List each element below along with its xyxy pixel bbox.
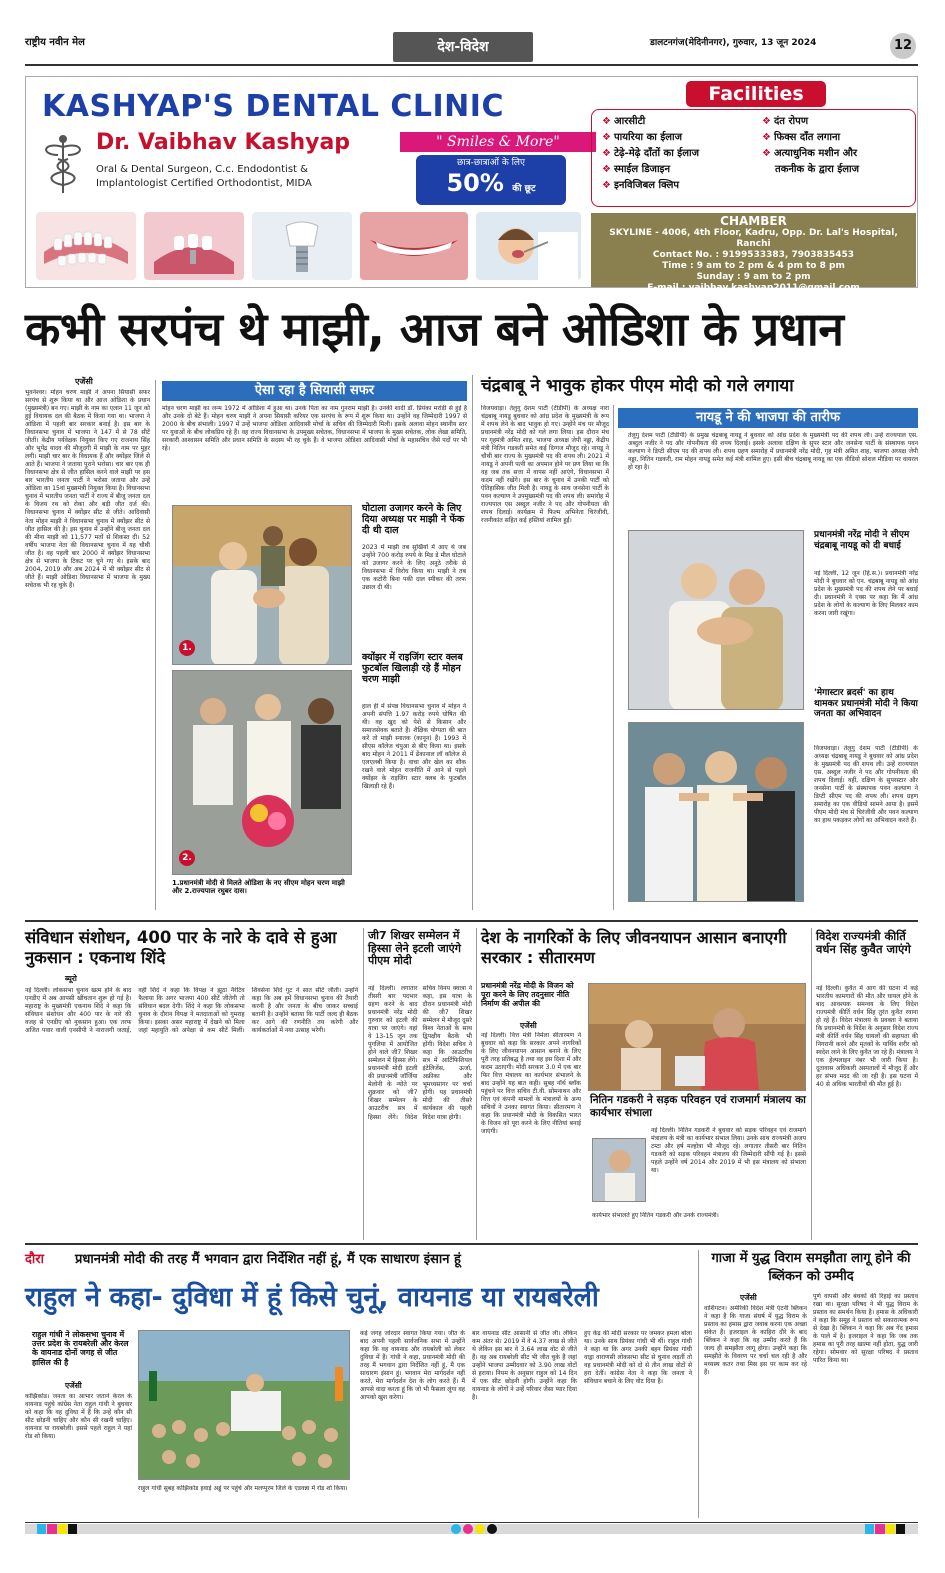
photo-caption: राहुल गांधी सुबह कोझिकोड हवाई अड्डे पर पहुंचे और मलप्पुरम जिले के एडवन्ना में रोड शो किया।: [138, 1485, 348, 1492]
footer-bar: [25, 1524, 918, 1534]
byline: एजेंसी: [65, 1381, 82, 1390]
facility-item: ❖ इनविजिबल क्लिप: [602, 180, 680, 191]
article-body: पूर्ण वापसी और बंधकों की रिहाई का प्रस्ताव रखा था। सुरक्षा परिषद ने भी युद्ध विराम के प्रस्ताव का समर्थन किया है। हमास के अधिकारी ने कहा कि समूह ने प्रस्ताव को सकारात्मक रूप से देखा है। ब्लिंकन ने कहा कि अब गेंद हमास के पाले में है। इजराइल ने कहा कि जब तक हमास का पूरी तरह खात्मा नहीं होता, युद्ध जारी रहेगा। सोमवार को सुरक्षा परिषद ने प्रस्ताव पारित किया था।: [813, 1293, 918, 1365]
article-banner: ऐसा रहा है सियासी सफर: [162, 381, 467, 401]
facility-item: ❖ स्माईल डिजाइन: [602, 164, 671, 175]
implant-image: [144, 212, 244, 280]
dateline: डालटनगंज(मेदिनीनगर), गुरुवार, 13 जून 2024: [650, 38, 817, 48]
subheading: घोटाला उजागर करने के लिए दिया अध्यक्ष पर माझी ने फेंक दी थी दाल: [362, 503, 465, 537]
article-body: नई दिल्ली, 12 जून (हि.स.)। प्रधानमंत्री नरेंद्र मोदी ने बुधवार को एन. चंद्रबाबू नायडू को आंध्र प्रदेश के मुख्यमंत्री पद की शपथ लेने पर बधाई दी। प्रधानमंत्री ने एक्स पर कहा कि मैं आंध्र प्रदेश के लोगों के कल्याण के लिए मिलकर काम करना जारी रखूंगा।: [814, 570, 918, 618]
ad-desc-line: Implantologist Certified Orthodontist, MIDA: [96, 178, 312, 189]
article-headline: संविधान संशोधन, 400 पार के नारे के दावे से हुआ नुकसान : एकनाथ शिंदे: [25, 928, 337, 967]
photo-number-badge: 2.: [179, 850, 195, 866]
article-body: नई दिल्ली। कुवैत में आग की घटना में कई भारतीय कामगारों की मौत और घायल होने के बाद आवश्यक समन्वय के लिए विदेश राज्यमंत्री कीर्ति वर्धन सिंह तुरंत कुवैत रवाना हो रहे हैं। विदेश मंत्रालय के प्रवक्ता ने बताया कि प्रधानमंत्री के निर्देश के अनुसार विदेश राज्य मंत्री कीर्ति वर्धन सिंह घायलों की सहायता की निगरानी करने और मृतकों के पार्थिव शरीर को स्वदेश लाने के लिए कुवैत जा रहे हैं। मंत्रालय ने एक हेल्पलाइन नंबर भी जारी किया है। दूतावास अधिकारी अस्पतालों में मौजूद हैं और हर संभव मदद की जा रही है। इस घटना में 40 से अधिक भारतीयों की मौत हुई है।: [816, 985, 918, 1089]
photo-caption: कार्यभार संभालते हुए नितिन गडकरी और उनके राज्यमंत्री।: [592, 1212, 719, 1219]
facility-item: ❖ दंत रोपण: [762, 116, 809, 127]
smile-image: [360, 212, 468, 280]
ad-facilities-left: [602, 114, 699, 194]
color-registration-strip: [37, 1524, 77, 1534]
byline: एजेंसी: [740, 1293, 757, 1302]
ad-offer-line: छात्र-छात्राओं के लिए: [456, 158, 526, 168]
facility-item: ❖ पायरिया का ईलाज: [602, 132, 683, 143]
byline: ब्यूरो: [65, 974, 77, 983]
facility-item: ❖ अत्याधुनिक मशीन और: [762, 148, 858, 159]
section-tag: दौरा: [25, 1252, 44, 1267]
article-banner: नायडू ने की भाजपा की तारीफ: [618, 408, 918, 428]
article-body: विजयवाड़ा। तेलुगु देशम पार्टी (टीडीपी) के अध्यक्ष नारा चंद्रबाबू नायडू बुधवार को आंध्र प्रदेश के मुख्यमंत्री के रूप में शपथ लेने के बाद भावुक हो गए। उन्होंने मंच पर मौजूद प्रधानमंत्री नरेंद्र मोदी को गले लगा लिया। इस दौरान मंच पर गृहमंत्री अमित शाह, भाजपा अध्यक्ष जेपी नड्डा, केंद्रीय मंत्री नितिन गडकरी समेत कई दिग्गज मौजूद रहे। नायडू ने चौथी बार राज्य के मुख्यमंत्री पद की शपथ ली। 2021 में नायडू ने अपनी पत्नी का अपमान होने पर प्रण लिया था कि वह जब तक सत्ता में वापस नहीं आएंगे, विधानसभा में कदम नहीं रखेंगे। इस बार के चुनाव में उनकी पार्टी को ऐतिहासिक जीत मिली है। नायडू के साथ जनसेना पार्टी के पवन कल्याण ने उपमुख्यमंत्री पद की शपथ ली। समारोह में राज्यपाल एस अब्दुल नजीर ने पद और गोपनीयता की शपथ दिलाई। कार्यक्रम में फिल्म अभिनेता चिरंजीवी, रजनीकांत सहित कई हस्तियां शामिल हुईं।: [481, 405, 609, 525]
ad-chamber-line: E-mail : vaibhav.kashyap2011@gmail.com: [647, 283, 860, 293]
ad-offer-percent: 50%: [446, 168, 504, 197]
article-body: हुए केंद्र की मोदी सरकार पर जमकर हमला बोला था। उनके साथ प्रियंका गांधी भी थीं। राहुल गांधी ने कहा था कि अगर उनकी बहन प्रियंका गांधी वाड्रा वाराणसी लोकसभा सीट से चुनाव लड़तीं तो वह प्रधानमंत्री मोदी को दो से तीन लाख वोटों से हरा देतीं। कांग्रेस नेता ने कहा कि जनता ने संविधान बचाने के लिए वोट दिया है।: [584, 1330, 692, 1386]
article-body: विजयवाड़ा। तेलुगु देशम पार्टी (टीडीपी) के अध्यक्ष चंद्रबाबू नायडू ने बुधवार को आंध्र प्रदेश के मुख्यमंत्री पद की शपथ ली। उन्हें राज्यपाल एस. अब्दुल नजीर ने पद और गोपनीयता की शपथ दिलाई। वहीं, दक्षिण के सुपरस्टार और जनसेना पार्टी के संस्थापक पवन कल्याण ने डिप्टी सीएम पद की शपथ ली। शपथ ग्रहण समारोह का एक वीडियो सामने आया है। इसमें पीएम मोदी मंच से चिरंजीवी और पवन कल्याण का हाथ पकड़कर लोगों का अभिवादन करते हैं।: [814, 745, 918, 825]
ad-desc-line: Oral & Dental Surgeon, C.c. Endodontist &: [96, 164, 308, 175]
ad-facilities-title: Facilities: [686, 81, 826, 107]
kicker-headline: प्रधानमंत्री मोदी की तरह मैं भगवान द्वारा निर्देशित नहीं हूं, मैं एक साधारण इंसान हूं: [75, 1252, 461, 1267]
ad-chamber-line: SKYLINE - 4006, 4th Floor, Kadru, Opp. Dr. Lal's Hospital, Ranchi: [609, 228, 898, 249]
main-headline: कभी सरपंच थे माझी, आज बने ओडिशा के प्रधान: [25, 302, 844, 356]
photo-sitharaman: [588, 983, 806, 1091]
denture-image: [36, 212, 136, 280]
article-body: नई दिल्ली। लगातार तीसरी बार पदभार ग्रहण करने के बाद प्रधानमंत्री नरेंद्र मोदी गुरुवार को इटली की यात्रा पर जाएंगे। वहां वे 13-15 जून तक पुगलिया में आयोजित होने वाले जी7 शिखर सम्मेलन में हिस्सा लेंगे। प्रधानमंत्री मोदी इटली की प्रधानमंत्री जॉर्जिया मेलोनी के न्योते पर शुक्रवार को जी7 शिखर सम्मेलन के आउटरीच सत्र में हिस्सा लेंगे। विदेश सचिव विनय क्वात्रा ने कहा, इस यात्रा के दौरान प्रधानमंत्री मोदी की जी7 शिखर सम्मेलन में मौजूद दूसरे विश्व नेताओं के साथ द्विपक्षीय बैठकें भी होंगी। विदेश सचिव ने कहा कि आउटरीच सत्र में आर्टिफिशियल इंटेलिजेंस, ऊर्जा, अफ्रीका और भूमध्यसागर पर चर्चा होगी। यह प्रधानमंत्री मोदी की तीसरे कार्यकाल की पहली विदेश यात्रा होगी।: [368, 985, 472, 1121]
ad-facilities-box: [591, 109, 916, 207]
facility-item: ❖ फिक्स दाँत लगाना: [762, 132, 841, 143]
photo-modi-megastar-brothers: [628, 722, 804, 902]
photo-gadkari: [592, 1138, 646, 1202]
article-body: तेलुगु देशम पार्टी (टीडीपी) के प्रमुख चंद्रबाबू नायडू ने बुधवार को आंध्र प्रदेश के मुख्यमंत्री पद की शपथ ली। उन्हें राज्यपाल एस. अब्दुल नजीर ने पद और गोपनीयता की शपथ दिलाई। इसके अलावा दक्षिण के सुपर स्टार और जनसेना पार्टी के संस्थापक पवन कल्याण ने डिप्टी सीएम पद की शपथ ली। शपथ ग्रहण समारोह में प्रधानमंत्री नरेंद्र मोदी, गृह मंत्री अमित शाह, भाजपा अध्यक्ष जेपी नड्डा, नितिन गडकरी, राम मोहन नायडू समेत कई मंत्री शामिल हुए। इसी बीच चंद्रबाबू नायडू का एक वीडियो सोशल मीडिया पर वायरल हो रहा है।: [628, 432, 918, 472]
photo-governor-majhi: [172, 670, 352, 875]
column-rule: [363, 928, 364, 1240]
photo-naidu-modi-hug-image: [629, 531, 804, 710]
facility-item: ❖ टेढ़े-मेढ़े दाँतों का ईलाज: [602, 148, 700, 159]
article-body: बार वायनाड सीट आसानी से जीत ली। लेकिन कम अंतर से। 2019 में वे 4.37 लाख से जीते थे लेकिन इस बार वे 3.64 लाख वोट से जीते हैं। वह अब रायबरेली सीट भी जीत चुके हैं जहां उन्होंने भाजपा उम्मीदवार को 3.90 लाख वोटों से हराया। नियम के अनुसार राहुल को 14 दिन में एक सीट छोड़नी होगी। उन्होंने कहा कि वायनाड के लोगों ने उन्हें परिवार जैसा प्यार दिया है।: [472, 1330, 577, 1402]
photo-pm-modi-majhi-image: [173, 506, 352, 665]
ad-teeth-images: [36, 212, 581, 280]
ad-tagline: " Smiles & More": [400, 132, 596, 152]
article-body: नई दिल्ली। वित्त मंत्री निर्मला सीतारमण ने बुधवार को कहा कि सरकार अपने नागरिकों के लिए जीवनयापन आसान बनाने के लिए पूरी तरह प्रतिबद्ध है तथा वह इस दिशा में और कदम उठाएगी। मोदी सरकार 3.0 में एक बार फिर वित्त मंत्रालय का कार्यभार संभालने के बाद उन्होंने यह बात कही। सुबह नॉर्थ ब्लॉक पहुंचने पर वित्त सचिव टी.वी. सोमनाथन और वित्त एवं कंपनी मामलों के मंत्रालयों के अन्य सचिवों ने उनका स्वागत किया। सीतारमण ने कहा कि प्रधानमंत्री मोदी के विकसित भारत के विजन को पूरा करने के लिए नीतियां बनाई जाएंगी।: [481, 1032, 581, 1136]
article-body: नई दिल्ली। लोकसभा चुनाव खत्म होने के बाद एनडीए में अब आपसी खींचतान शुरू हो गई है। महाराष्ट्र के मुख्यमंत्री एकनाथ शिंदे ने कहा कि संविधान संशोधन और 400 पार के नारे की वजह से एनडीए को नुकसान हुआ। एक तरफ अजित पवार वाली एनसीपी ने नाराजगी जताई, वहीं शिंदे ने कहा कि विपक्ष ने झूठा नैरेटिव फैलाया कि अगर भाजपा 400 सीटें जीतेगी तो संविधान बदल देगी। शिंदे ने कहा कि लोकसभा चुनाव के दौरान विपक्ष ने मतदाताओं को गुमराह किया। इसका असर महाराष्ट्र में देखने को मिला जहां महायुति को अपेक्षा से कम सीटें मिलीं। शिवसेना शिंदे गुट ने सात सीटें जीतीं। उन्होंने कहा कि अब हमें विधानसभा चुनाव की तैयारी करनी है और जनता के बीच जाकर सच्चाई बतानी है। उन्होंने बताया कि पार्टी जल्द ही बैठक कर आगे की रणनीति तय करेगी और कार्यकर्ताओं में नया उत्साह भरेगी।: [25, 987, 358, 1035]
subheading: प्रधानमंत्री नरेंद्र मोदी ने सीएम चंद्रबाबू नायडू को दी बधाई: [814, 530, 910, 551]
column-rule: [476, 928, 477, 1240]
photo-sitharaman-image: [589, 984, 806, 1091]
ad-clinic-name: KASHYAP'S DENTAL CLINIC: [42, 89, 504, 124]
ad-chamber-line: Sunday : 9 am to 2 pm: [696, 272, 811, 282]
ad-description: [96, 163, 396, 191]
header-rule: [25, 64, 918, 66]
article-body: हाल ही में संपन्न विधानसभा चुनाव में मोहन ने अपनी संपत्ति 1.97 करोड़ रुपये घोषित की थी। वह खुद को पेशे से किसान और समाजसेवक बताते हैं। शैक्षिक योग्यता की बात करें तो माझी स्नातक (कानून) हैं। 1993 में सीएस कॉलेज चंपुआ से बीए किया था। इसके बाद मोहन ने 2011 में ढेंकानाल लॉ कॉलेज से एलएलबी किया है। वाचा और खेल का शौक रखने वाले मोहन राजनीति में आने से पहले क्योंझर के राइजिंग स्टार क्लब के फुटबॉल खिलाड़ी रहे हैं।: [362, 703, 466, 791]
photo-rahul-roadshow: [138, 1330, 350, 1480]
article-body: नई दिल्ली। नितिन गडकरी ने बुधवार को सड़क परिवहन एवं राजमार्ग मंत्रालय के मंत्री का कार्यभार संभाल लिया। उनके साथ राज्यमंत्री अजय टम्टा और हर्ष मल्होत्रा भी मौजूद रहे। लगातार तीसरी बार नितिन गडकरी को सड़क परिवहन मंत्रालय की जिम्मेदारी सौंपी गई है। इससे पहले उन्होंने वर्ष 2014 और 2019 में भी इस मंत्रालय को संभाला था।: [651, 1127, 806, 1175]
ad-chamber-line: Time : 9 am to 2 pm & 4 pm to 8 pm: [662, 261, 845, 271]
ad-chamber-title: CHAMBER: [720, 214, 787, 228]
ad-offer-badge: [416, 155, 566, 205]
ad-chamber-box: [591, 213, 916, 293]
dental-clinic-ad: [25, 76, 918, 293]
photo-modi-megastar-brothers-image: [629, 723, 804, 902]
article-headline: नितिन गडकरी ने सड़क परिवहन एवं राजमार्ग मंत्रालय का कार्यभार संभाला: [590, 1094, 806, 1120]
article-body: कोझिकोड। जनता का आभार जताने केरल के वायनाड पहुंचे कांग्रेस नेता राहुल गांधी ने बुधवार को कहा कि वह दुविधा में हैं कि उन्हें कौन सी सीट छोड़नी चाहिए और कौन सी रखनी चाहिए। वायनाड या रायबरेली। इससे पहले राहुल ने यहां रोड शो किया।: [25, 1393, 132, 1441]
ad-chamber-line: Contact No. : 9199533383, 7903835453: [652, 250, 855, 260]
article-body: 2023 में माझी तब सुर्खियों में आए थे जब उन्होंने 700 करोड़ रुपये के मिड डे मील घोटाले को उजागर करने के लिए अनूठे तरीके से विधानसभा में विरोध किया था। माझी ने तब एक कटोरी बिना पकी दाल स्पीकर की तरफ उछाल दी थी।: [362, 544, 466, 592]
subheading: क्योंझर में राइजिंग स्टार क्लब फुटबॉल खिलाड़ी रहे हैं मोहन चरण माझी: [362, 652, 463, 686]
ad-offer-tail: की छूट: [512, 183, 536, 194]
ad-doctor-name: Dr. Vaibhav Kashyap: [96, 130, 351, 155]
column-rule: [472, 375, 473, 910]
column-rule: [698, 1250, 699, 1518]
article-headline: जी7 शिखर सम्मेलन में हिस्सा लेने इटली जाएंगे पीएम मोदी: [368, 929, 461, 968]
article-body: मोहन चरण माझी का जन्म 1972 में ओडिशा में हुआ था। उनके पिता का नाम गुनराम माझी है। उनकी शादी डॉ. प्रियंका मरांडी से हुई है और उनके दो बेटे हैं। मोहन चरण माझी ने अपना सियासी करियर एक सरपंच के रूप में शुरू किया था। उन्होंने वह जिम्मेदारी 1997 से 2000 के बीच संभाली। 1997 में उन्हें भाजपा ओडिशा आदिवासी मोर्चा के सचिव की जिम्मेदारी मिली। इसके अलावा मोहन स्थानीय स्तर पर युवाओं के बीच लोकप्रिय रहे हैं। वह राज्य विधानसभा के उपमुख्य सचेतक, विधानसभा में भाजपा के मुख्य सचेतक, लोक लेखा समिति, सरकारी आश्वासन समिति और प्रधान समिति के सदस्य भी रह चुके हैं। वे भाजपा ओडिशा आदिवासी मोर्चा के महासचिव जैसे पदों पर भी रहे।: [162, 405, 467, 453]
subheading: प्रधानमंत्री नरेंद्र मोदी के विजन को पूरा करने के लिए तदनुसार नीति निर्माण की अपील की: [481, 981, 574, 1008]
article-headline: राहुल ने कहा- दुविधा में हूं किसे चुनूं, वायनाड या रायबरेली: [25, 1282, 599, 1313]
tooth-crown-image: [252, 212, 352, 280]
section-rule: [25, 1243, 918, 1245]
subheading: 'मेगास्टार ब्रदर्स' का हाथ थामकर प्रधानमंत्री मोदी ने किया जनता का अभिवादन: [814, 688, 918, 720]
article-headline: गाजा में युद्ध विराम समझौता लागू होने की ब्लिंकन को उम्मीद: [711, 1251, 911, 1284]
article-headline: विदेश राज्यमंत्री कीर्ति वर्धन सिंह कुवैत जाएंगे: [816, 929, 911, 957]
caduceus-icon: [38, 133, 88, 195]
column-rule: [811, 928, 812, 1240]
photo-governor-majhi-image: [173, 671, 352, 875]
article-body: भुवनेश्वर। मोहन चरण माझी ने अपना सियासी सफर सरपंच से शुरू किया था और आज ओडिशा के प्रधान (मुख्यमंत्री) बन गए। माझी के नाम का एलान 11 जून को हुई विधायक दल की बैठक में किया गया था। भाजपा ने ओडिशा में पहली बार सरकार बनाई है। इस बार के विधानसभा चुनाव में भाजपा ने 147 में से 78 सीटें जीतीं। केंद्रीय पर्यवेक्षक नियुक्त किए गए राजनाथ सिंह और भूपेंद्र यादव की मौजूदगी में माझी के नाम पर मुहर लगी। माझी चार बार के विधायक हैं और क्योंझर जिले से आते हैं। भाजपा ने जताया पुराने भरोसा। चार बार एक ही विधानसभा क्षेत्र से जीत हासिल करने वाले माझी पर इस बार भारतीय जनता पार्टी ने भरोसा जताया और उन्हें ओडिशा का 15वां मुख्यमंत्री नियुक्त किया है। विधानसभा चुनाव में भारतीय जनता पार्टी ने राज्य में बीजू जनता दल के विजय रथ को रोका और बड़ी जीत दर्ज की। विधानसभा चुनाव में क्योंझर सीट से जीते। आदिवासी नेता मोहन माझी ने विधानसभा चुनाव में क्योंझर सीट से जीत हासिल की है। इस चुनाव में उन्होंने बीजू जनता दल की मीना माझी को 11,577 मतों से शिकस्त दी। 52 वर्षीय भाजपा नेता की विधानसभा चुनाव में यह चौथी जीत है। वह पहली बार 2000 में क्योंझर विधानसभा क्षेत्र से भाजपा के टिकट पर चुने गए थे। इसके बाद 2004, 2019 और अब 2024 में भी क्योंझर सीट से जीते हैं। माझी ओडिशा विधानसभा में भाजपा के मुख्य सचेतक भी रह चुके हैं।: [25, 389, 150, 589]
column-rule: [155, 380, 156, 910]
photo-naidu-modi-hug: [628, 530, 804, 710]
child-dentist-image: [476, 212, 581, 280]
byline: एजेंसी: [75, 377, 93, 386]
photo-gadkari-image: [593, 1139, 646, 1202]
photo-caption: 1.प्रधानमंत्री मोदी से मिलते ओडिशा के नए सीएम मोहन चरण माझी और 2.राज्यपाल रघुबर दास।: [172, 879, 345, 896]
photo-rahul-roadshow-image: [139, 1331, 350, 1480]
article-headline: चंद्रबाबू ने भावुक होकर पीएम मोदी को गले लगाया: [481, 376, 794, 396]
facility-item: तकनीक के द्वारा ईलाज: [775, 164, 860, 175]
article-body: वाशिंगटन। अमेरिकी विदेश मंत्री एंटनी ब्लिंकन ने कहा है कि गाजा संघर्ष में युद्ध विराम के प्रस्ताव का हमास द्वारा जवाब करना एक अच्छा संकेत है। इजराइल के काहिरा दौरे के बाद ब्लिंकन ने कहा कि वह उम्मीद करते हैं कि जल्द ही समझौता लागू होगा। उन्होंने कहा कि समझौते के विवरण पर चर्चा चल रही है और मध्यस्थ कतर तथा मिस्र इस पर काम कर रहे हैं।: [704, 1305, 807, 1377]
photo-number-badge: 1.: [179, 640, 195, 656]
article-body: कई जगह जोरदार स्वागत किया गया। जीत के बाद अपनी पहली सार्वजनिक सभा में उन्होंने कहा कि वह वायनाड और रायबरेली को लेकर दुविधा में हैं। गांधी ने कहा, प्रधानमंत्री मोदी की तरह मैं भगवान द्वारा निर्देशित नहीं हूं, मैं एक साधारण इंसान हूं। भगवान मेरा मार्गदर्शन नहीं करते, मेरा मार्गदर्शन देश के लोग करते हैं। मैं आपसे वादा करता हूं कि जो भी फैसला लूंगा वह आपको खुश करेगा।: [360, 1330, 465, 1402]
column-rule: [613, 405, 614, 910]
ad-facilities-right: [762, 114, 859, 178]
color-registration-strip: [865, 1524, 905, 1534]
section-title: देश-विदेश: [393, 32, 533, 62]
photo-pm-modi-majhi: [172, 505, 352, 665]
footer-rule: [25, 1522, 918, 1523]
facility-item: ❖ आरसीटी: [602, 116, 646, 127]
page-number: 12: [890, 33, 916, 59]
article-headline: देश के नागरिकों के लिए जीवनयापन आसान बनाएगी सरकार : सीतारमण: [481, 928, 787, 967]
masthead-logo: राष्ट्रीय नवीन मेल: [25, 37, 85, 48]
section-rule: [25, 920, 918, 922]
subheading: राहुल गांधी ने लोकसभा चुनाव में उत्तर प्रदेश के रायबरेली और केरल के वायनाड दोनों जगह से जीत हासिल की है: [32, 1330, 129, 1367]
byline: एजेंसी: [520, 1021, 537, 1030]
color-registration-dots: [451, 1524, 497, 1534]
